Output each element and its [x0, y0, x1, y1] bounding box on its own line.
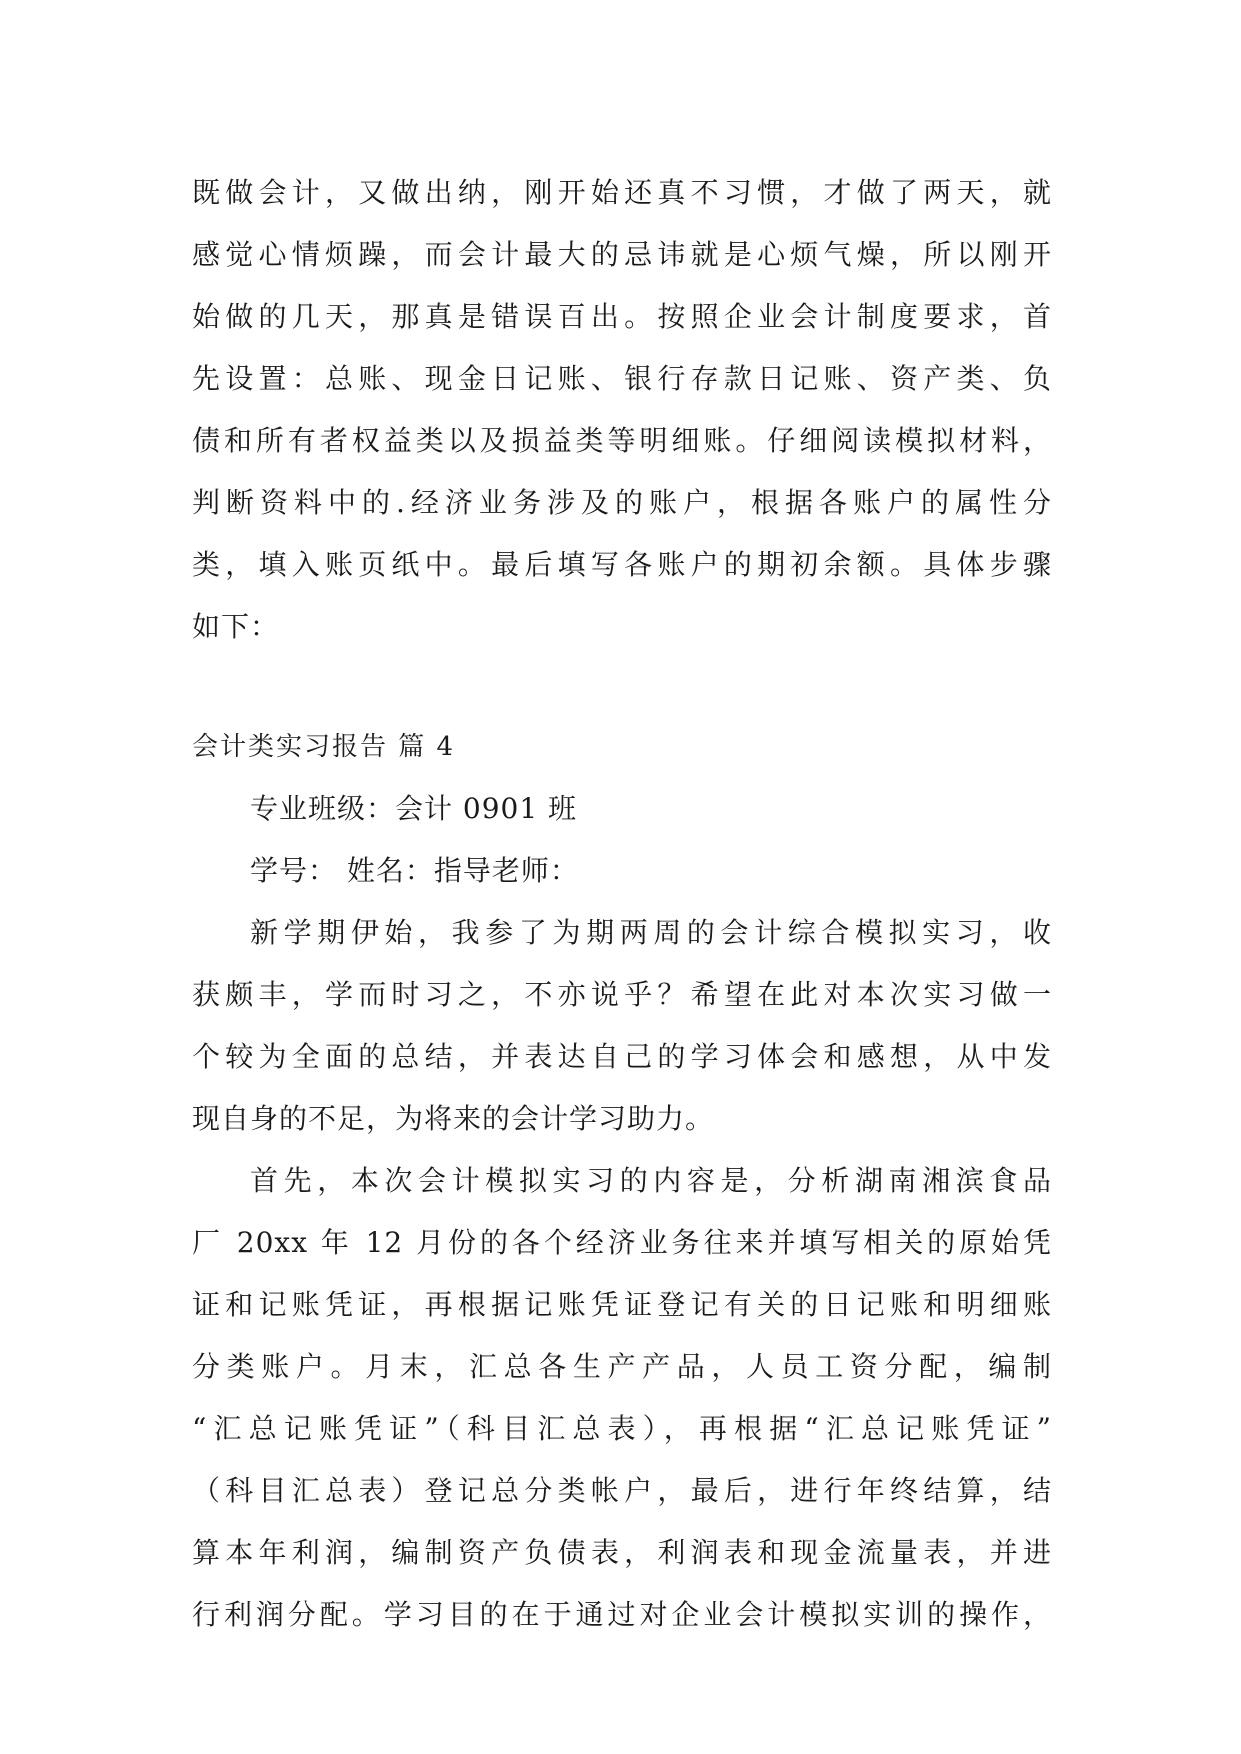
section1-paragraph [192, 162, 1052, 658]
text-line: 厂 20xx 年 12 月份的各个经济业务往来并填写相关的原始凭 [192, 1226, 1052, 1259]
section-gap [192, 658, 1052, 716]
text-line: 行利润分配。学习目的在于通过对企业会计模拟实训的操作， [192, 1598, 1052, 1631]
text-line: 现自身的不足，为将来的会计学习助力。 [192, 1102, 715, 1135]
text-line: （科目汇总表）登记总分类帐户，最后，进行年终结算，结 [192, 1474, 1052, 1507]
text-line: 算本年利润，编制资产负债表，利润表和现金流量表，并进 [192, 1536, 1052, 1569]
text-line: 首先，本次会计模拟实习的内容是，分析湖南湘滨食品 [250, 1164, 1052, 1197]
text-line: 证和记账凭证，再根据记账凭证登记有关的日记账和明细账 [192, 1288, 1052, 1321]
content-paragraph [192, 1150, 1052, 1646]
text-line: 个较为全面的总结，并表达自己的学习体会和感想，从中发 [192, 1040, 1052, 1073]
text-line: 始做的几天，那真是错误百出。按照企业会计制度要求，首 [192, 300, 1052, 333]
text-line: 判断资料中的.经济业务涉及的账户，根据各账户的属性分 [192, 486, 1052, 519]
intro-paragraph [192, 902, 1052, 1150]
text-line: 债和所有者权益类以及损益类等明细账。仔细阅读模拟材料， [192, 424, 1052, 457]
document-body [192, 162, 1052, 1646]
text-line: 先设置：总账、现金日记账、银行存款日记账、资产类、负 [192, 362, 1052, 395]
class-info: 专业班级：会计 0901 班 [250, 792, 578, 825]
text-line: 如下： [192, 610, 280, 643]
text-line: 分类账户。月末，汇总各生产产品，人员工资分配，编制 [192, 1350, 1052, 1383]
text-line: 既做会计，又做出纳，刚开始还真不习惯，才做了两天，就 [192, 176, 1052, 209]
section-heading: 会计类实习报告 篇 4 [192, 732, 456, 762]
student-info: 学号： 姓名：指导老师： [250, 854, 579, 887]
text-line: 感觉心情烦躁，而会计最大的忌讳就是心烦气燥，所以刚开 [192, 238, 1052, 271]
text-line: 获颇丰，学而时习之，不亦说乎？希望在此对本次实习做一 [192, 978, 1052, 1011]
text-line: 新学期伊始，我参了为期两周的会计综合模拟实习，收 [250, 916, 1052, 949]
text-line: “汇总记账凭证”（科目汇总表），再根据“汇总记账凭证” [192, 1412, 1052, 1445]
text-line: 类，填入账页纸中。最后填写各账户的期初余额。具体步骤 [192, 548, 1052, 581]
